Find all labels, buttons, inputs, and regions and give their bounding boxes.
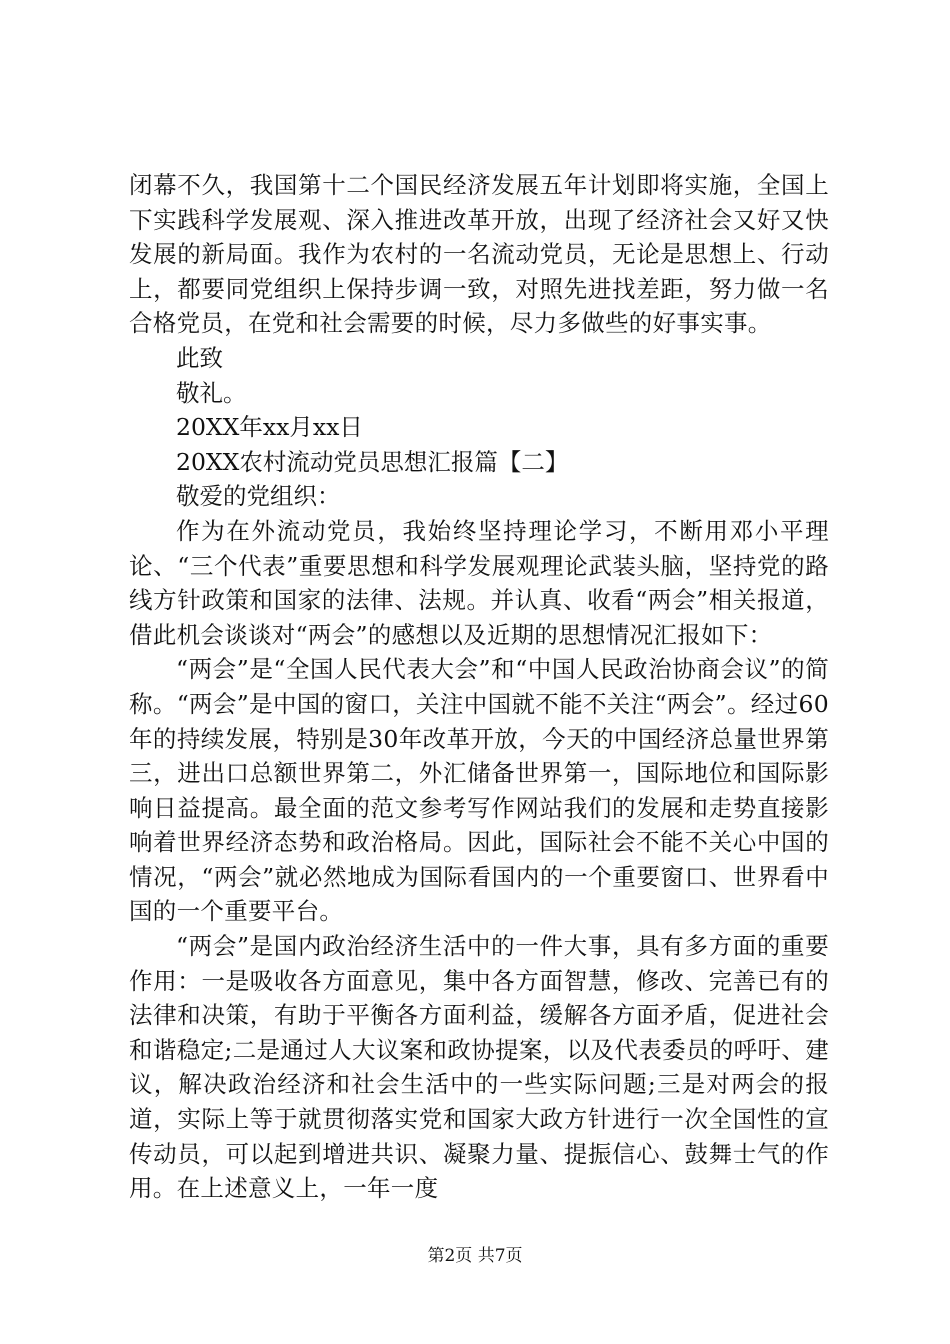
salutation: 敬爱的党组织： (176, 482, 341, 511)
section-title: 20XX农村流动党员思想汇报篇【二】 (176, 447, 569, 476)
paragraph-lianghui-role: “两会”是国内政治经济生活中的一件大事，具有多方面的重要作用：一是吸收各方面意见，集中各方面智慧，修改、完善已有的法律和决策，有助于平衡各方面利益，缓解各方面矛盾，促进社会和谐稳定;二是通过人大议案和政协提案，以及代表委员的呼吁、建议，解决政治经济和社会生活中的一些实际问题;三是对两会的报道，实际上等于就贯彻落实党和国家大政方针进行一次全国性的宣传动员，可以起到增进共识、凝聚力量、提振信心、鼓舞士气的作用。在上述意义上，一年一度 (129, 932, 829, 1203)
paragraph-intro: 作为在外流动党员，我始终坚持理论学习，不断用邓小平理论、“三个代表”重要思想和科学发展观理论武装头脑，坚持党的路线方针政策和国家的法律、法规。并认真、收看“两会”相关报道，借此机会谈谈对“两会”的感想以及近期的思想情况汇报如下： (129, 516, 829, 649)
document-body (129, 168, 829, 1206)
paragraph-continuation: 闭幕不久，我国第十二个国民经济发展五年计划即将实施，全国上下实践科学发展观、深入推进改革开放，出现了经济社会又好又快发展的新局面。我作为农村的一名流动党员，无论是思想上、行动上，都要同党组织上保持步调一致，对照先进找差距，努力做一名合格党员，在党和社会需要的时候，尽力多做些的好事实事。 (129, 171, 829, 338)
closing-cizhi: 此致 (176, 343, 223, 372)
date-line: 20XX年xx月xx日 (176, 413, 363, 442)
paragraph-lianghui-definition: “两会”是“全国人民代表大会”和“中国人民政治协商会议”的简称。“两会”是中国的窗口，关注中国就不能不关注“两会”。经过60年的持续发展，特别是30年改革开放，今天的中国经济总量世界第三，进出口总额世界第二，外汇储备世界第一，国际地位和国际影响日益提高。最全面的范文参考写作网站我们的发展和走势直接影响着世界经济态势和政治格局。因此，国际社会不能不关心中国的情况，“两会”就必然地成为国际看国内的一个重要窗口、世界看中国的一个重要平台。 (129, 655, 829, 926)
page-number-footer: 第2页 共7页 (427, 1246, 523, 1266)
closing-jingli: 敬礼。 (176, 378, 247, 407)
